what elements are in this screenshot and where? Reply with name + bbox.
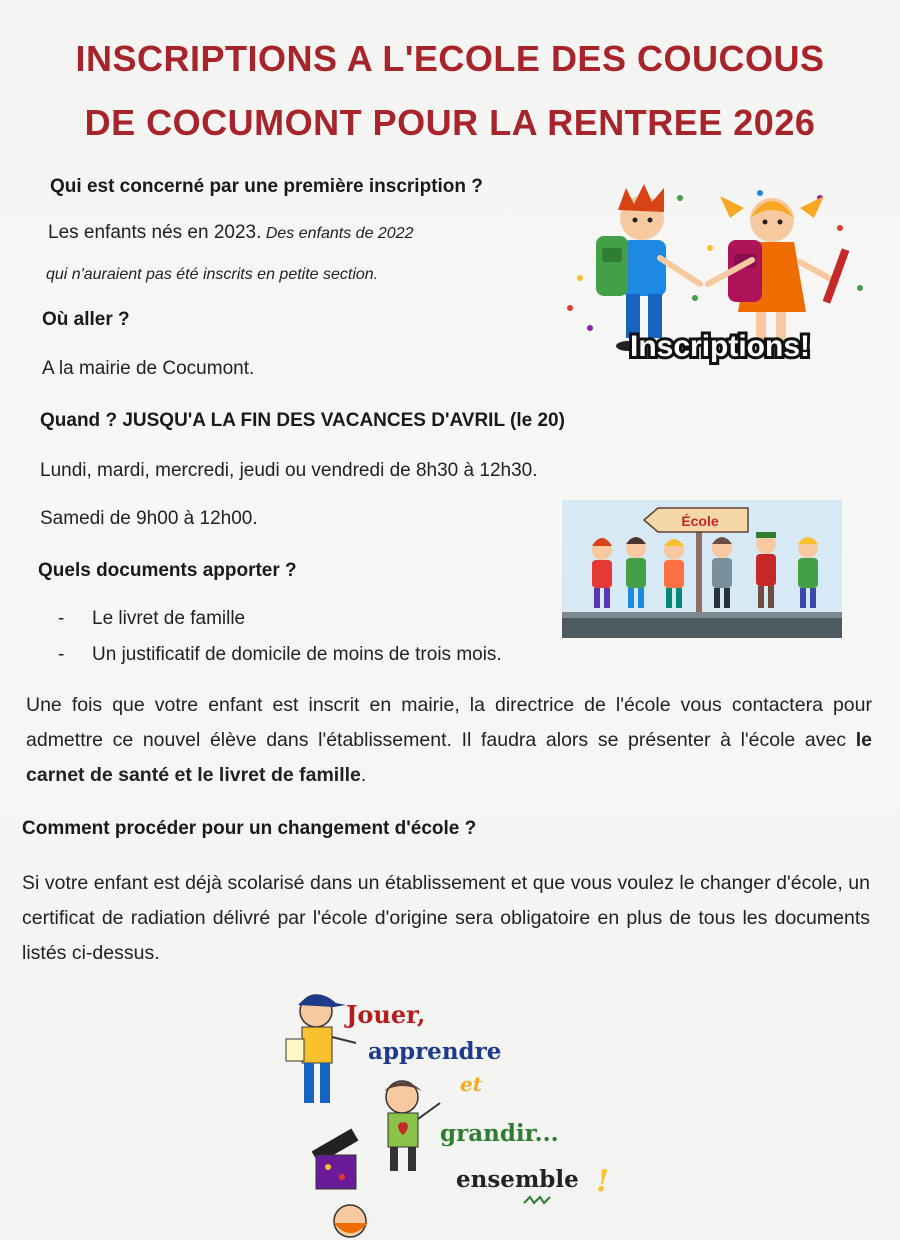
word-apprendre: apprendre: [368, 1038, 502, 1065]
documents-item: - Un justificatif de domicile de moins de trois mois.: [58, 644, 502, 665]
word-grandir: grandir...: [440, 1120, 559, 1147]
inscriptions-illustration: [560, 178, 880, 388]
word-exclamation: !: [596, 1164, 610, 1199]
who-answer-main: Les enfants nés en 2023.: [48, 222, 262, 243]
walking-children-illustration: [562, 500, 842, 638]
required-documents: le carnet de santé et le livret de famille: [26, 729, 872, 786]
word-jouer: Jouer,: [346, 1000, 426, 1029]
who-question: Qui est concerné par une première inscription ?: [50, 176, 483, 197]
svg-text:École: École: [681, 513, 719, 529]
grass-icon: [524, 1197, 550, 1203]
jouer-apprendre-illustration: [276, 985, 626, 1240]
girl-with-heart-figure: [384, 1081, 440, 1171]
change-paragraph: Si votre enfant est déjà scolarisé dans un établissement et que vous voulez le changer d'école, un certificat de radiation délivré par l'école d'origine sera obligatoire en plus de tous les documents listés ci-dessus.: [22, 872, 870, 964]
word-ensemble: ensemble: [456, 1166, 579, 1193]
where-question: Où aller ?: [42, 309, 130, 330]
word-et: et: [460, 1072, 482, 1096]
boy-figure: [596, 184, 700, 351]
documents-question: Quels documents apporter ?: [38, 560, 297, 581]
where-answer: A la mairie de Cocumont.: [42, 358, 255, 379]
when-question: Quand ? JUSQU'A LA FIN DES VACANCES D'AVRIL (le 20): [40, 410, 565, 431]
when-weekdays: Lundi, mardi, mercredi, jeudi ou vendredi de 8h30 à 12h30.: [40, 460, 538, 481]
svg-text:Inscriptions!: Inscriptions!: [629, 330, 811, 363]
cartwheel-child-figure: [312, 1128, 368, 1237]
who-answer-line2: qui n'auraient pas été inscrits en petite section.: [46, 266, 379, 283]
inscriptions-banner: [630, 330, 810, 363]
when-saturday: Samedi de 9h00 à 12h00.: [40, 508, 258, 529]
documents-item: - Le livret de famille: [58, 608, 246, 629]
page-title-line2: DE COCUMONT POUR LA RENTREE 2026: [84, 102, 816, 143]
girl-figure: [708, 196, 849, 348]
who-answer-extra: Des enfants de 2022: [261, 225, 414, 242]
page-title-line1: INSCRIPTIONS A L'ECOLE DES COUCOUS: [75, 38, 825, 79]
change-question: Comment procéder pour un changement d'école ?: [22, 818, 477, 839]
who-answer-line1: [48, 222, 414, 244]
after-registration-paragraph: Une fois que votre enfant est inscrit en mairie, la directrice de l'école vous contactera pour admettre ce nouvel élève dans l'établissement. Il faudra alors se présenter à l'école avec le carnet de santé et le livret de famille.: [26, 694, 872, 786]
